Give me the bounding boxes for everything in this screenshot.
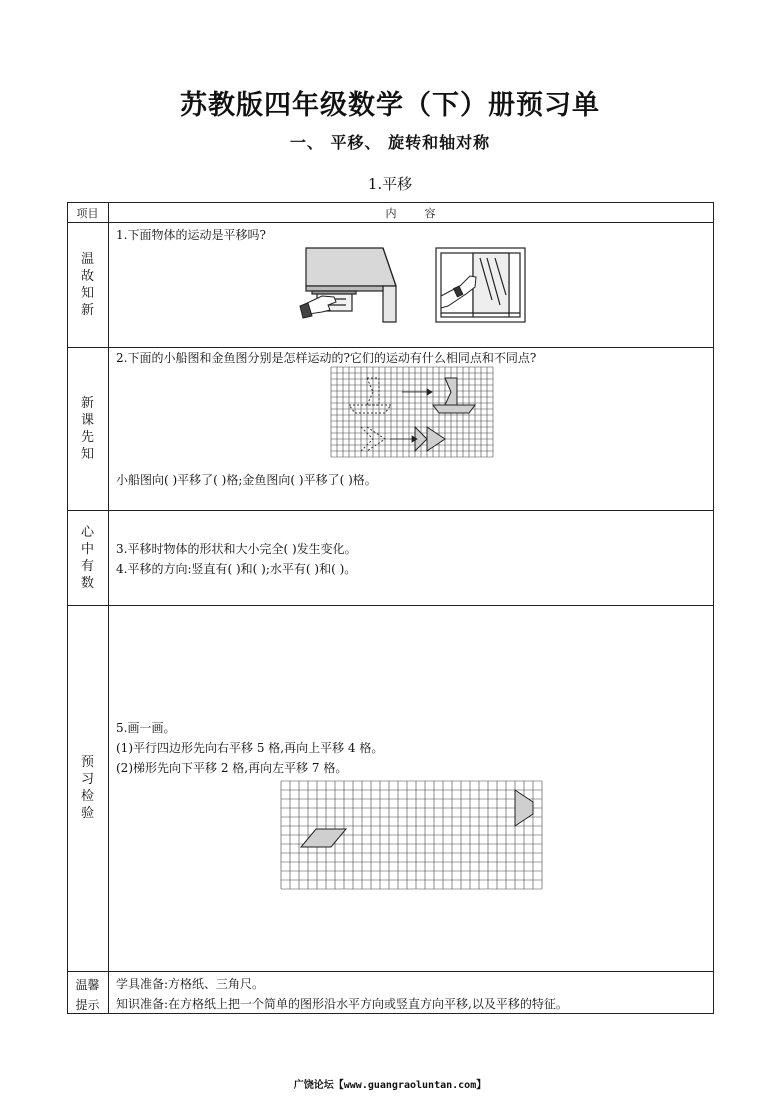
row-label-new-lesson: 新课先知 bbox=[80, 395, 94, 462]
question-2: 2.下面的小船图和金鱼图分别是怎样运动的?它们的运动有什么相同点和不同点? bbox=[116, 351, 537, 365]
question-5-part-2: (2)梯形先向下平移 2 格,再向左平移 7 格。 bbox=[116, 761, 348, 775]
tips-label-bottom: 提示 bbox=[75, 998, 100, 1012]
tip-knowledge: 知识准备:在方格纸上把一个简单的图形沿水平方向或竖直方向平移,以及平移的特征。 bbox=[116, 997, 568, 1011]
tips-label-top: 温馨 bbox=[75, 978, 100, 992]
question-1: 1.下面物体的运动是平移吗? bbox=[116, 228, 266, 242]
row-label-check: 预习检验 bbox=[80, 755, 94, 821]
question-5-part-1: (1)平行四边形先向右平移 5 格,再向上平移 4 格。 bbox=[116, 741, 384, 755]
tip-tools: 学具准备:方格纸、三角尺。 bbox=[116, 977, 265, 991]
footer bbox=[0, 1076, 780, 1091]
section-title: 1.平移 bbox=[367, 175, 413, 193]
question-5: 5.画一画。 bbox=[116, 721, 176, 735]
question-4: 4.平移的方向:竖直有( )和( );水平有( )和( )。 bbox=[116, 562, 357, 576]
header-content: 内 容 bbox=[385, 206, 436, 220]
page-title: 苏教版四年级数学（下）册预习单 bbox=[180, 90, 600, 121]
row-label-review: 温故知新 bbox=[80, 251, 94, 318]
header-item: 项目 bbox=[76, 206, 99, 220]
trapezoid-shape bbox=[515, 790, 533, 826]
unit-subtitle: 一、 平移、 旋转和轴对称 bbox=[289, 133, 491, 152]
footer-url: 【www.guangraoluntan.com】 bbox=[333, 1080, 487, 1091]
fill-blank-moves: 小船图向( )平移了( )格;金鱼图向( )平移了( )格。 bbox=[116, 473, 377, 487]
question-3: 3.平移时物体的形状和大小完全( )发生变化。 bbox=[116, 542, 357, 556]
row-label-know: 心中有数 bbox=[80, 524, 94, 591]
footer-site: 广饶论坛 bbox=[293, 1080, 334, 1091]
